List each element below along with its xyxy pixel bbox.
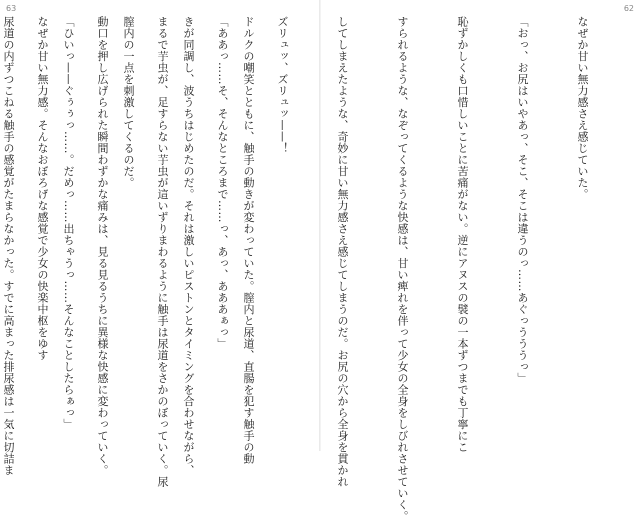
paragraph: 「ひいっ——ぐぅぅっ……。だめっ……出ちゃうっ……そんなことしたらぁっ」 [62,16,75,430]
paragraph: 尿道の内ずつこねる触手の感覚がたまらなかった。すでに高まった排尿感は一気に切詰ま [2,16,15,476]
paragraph: 恥ずかしくも口惜しいことに苦痛がない。逆にアヌスの襞の一本ずつまでも丁寧にこ [456,16,469,453]
paragraph: すられるような、なぞってくるような快感は、甘い痺れを伴って少女の全身をしびれさせていく。 [396,16,409,522]
left-page-body [2,16,298,488]
paragraph: なぜか甘い無力感。そんなおぼろげな感覚で少女の快楽中枢をゆす [36,16,49,361]
paragraph: 「ああっ……そ、そんなところまで……っ、あっ、あああぁっ」 [216,16,229,350]
paragraph: 動口を押し広げられた瞬間わずかな痛みは、見る見るうちに異様な快感に変わっていく。 [96,16,109,476]
paragraph: してしまえたような、奇妙に甘い無力感さえ感じてしまうのだ。お尻の穴から全身を貫かれ [336,16,349,488]
paragraph: ズリュッ、ズリュッ——！ [276,16,289,154]
paragraph: 「おっ、お尻はいやあっ、そこ、そこは違うのっ……あぐっうううっ」 [516,16,529,384]
paragraph: 膣内の一点を刺激してくるのだ。 [122,16,135,189]
paragraph: まるで芋虫が、足すらない芋虫が這いずりまわるように触手は尿道をさかのぼっていく。尿 [156,16,169,488]
page-number-right: 62 [623,4,634,13]
page-number-left: 63 [6,4,17,13]
paragraph: ドルクの嘲笑とともに、触手の動きが変わっていた。膣内と尿道、直腸を犯す触手の動 [242,16,255,465]
paragraph: なぜか甘い無力感さえ感じていた。 [576,16,589,200]
paragraph: きが同調し、波うちはじめたのだ。それは激しいピストンとタイミングを合わせながら、 [182,16,195,476]
